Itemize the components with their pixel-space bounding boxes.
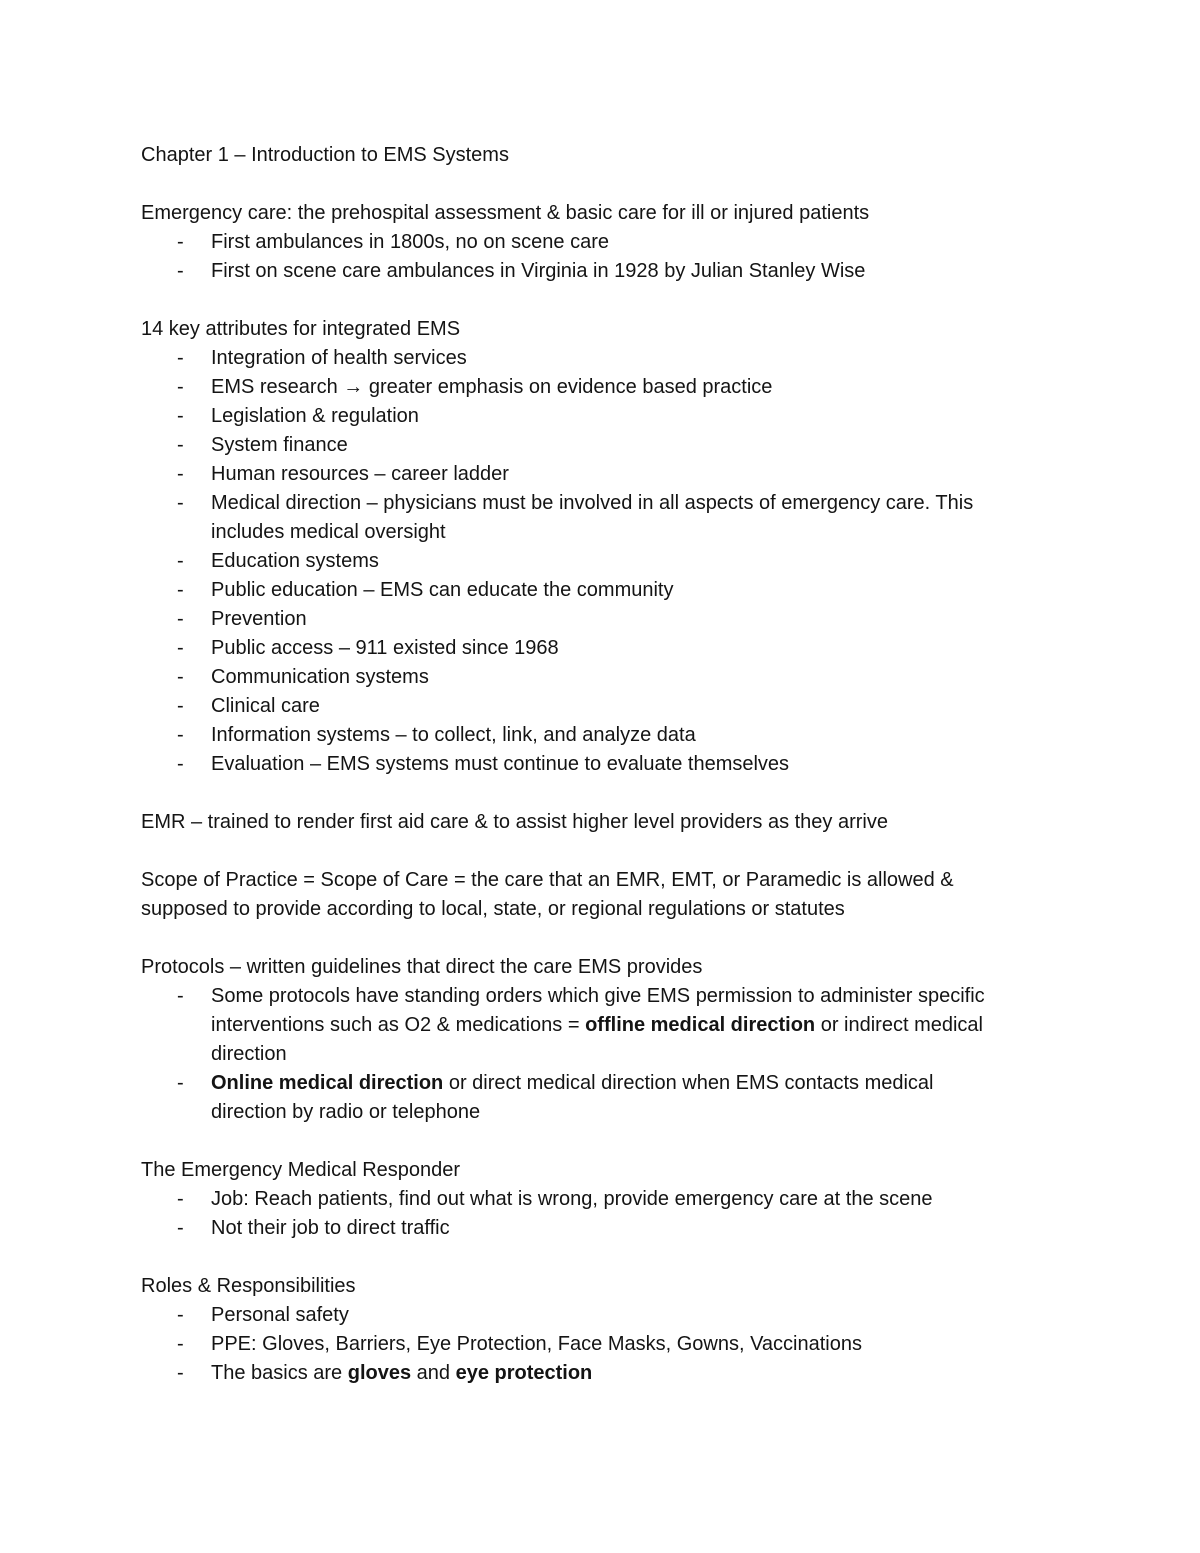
bullet-dash: - — [177, 260, 184, 282]
eye-protection-term: eye protection — [455, 1362, 593, 1384]
list-item: - Education systems — [141, 547, 1061, 576]
bullet-dash: - — [177, 637, 184, 659]
list-item: - Communication systems — [141, 663, 1061, 692]
list-item-continuation: direction by radio or telephone — [211, 1101, 481, 1123]
list-item-continuation: includes medical oversight — [211, 521, 446, 543]
document-page — [141, 141, 1061, 1388]
list-item: - Legislation & regulation — [141, 402, 1061, 431]
bullet-dash: - — [177, 347, 184, 369]
bullet-dash: - — [177, 695, 184, 717]
bullet-dash: - — [177, 492, 184, 514]
list-item: - Integration of health services — [141, 344, 1061, 373]
bullet-dash: - — [177, 753, 184, 775]
bullet-dash: - — [177, 1362, 184, 1384]
list-item: - Public education – EMS can educate the community — [141, 576, 1061, 605]
list-item: - System finance — [141, 431, 1061, 460]
bullet-dash: - — [177, 724, 184, 746]
bullet-dash: - — [177, 579, 184, 601]
offline-medical-direction-term: offline medical direction — [585, 1014, 816, 1036]
list-item: - Human resources – career ladder — [141, 460, 1061, 489]
emergency-care-heading: Emergency care: the prehospital assessment & basic care for ill or injured patients — [141, 202, 870, 224]
attributes-heading: 14 key attributes for integrated EMS — [141, 318, 461, 340]
list-item-continuation: interventions such as O2 & medications = offline medical direction or indirect medical — [211, 1014, 983, 1036]
bullet-dash: - — [177, 405, 184, 427]
list-item: - Some protocols have standing orders which give EMS permission to administer specific — [141, 982, 1061, 1011]
list-item: - Job: Reach patients, find out what is wrong, provide emergency care at the scene — [141, 1185, 1061, 1214]
list-item-continuation: direction — [211, 1043, 287, 1065]
list-item: - Medical direction – physicians must be involved in all aspects of emergency care. This — [141, 489, 1061, 518]
roles-heading: Roles & Responsibilities — [141, 1275, 356, 1297]
list-item: - Evaluation – EMS systems must continue to evaluate themselves — [141, 750, 1061, 779]
bullet-dash: - — [177, 1217, 184, 1239]
list-item: - Online medical direction or direct medical direction when EMS contacts medical — [141, 1069, 1061, 1098]
bullet-dash: - — [177, 1072, 184, 1094]
bullet-dash: - — [177, 666, 184, 688]
bullet-dash: - — [177, 985, 184, 1007]
chapter-title: Chapter 1 – Introduction to EMS Systems — [141, 144, 509, 166]
list-item: - Public access – 911 existed since 1968 — [141, 634, 1061, 663]
list-item: - First ambulances in 1800s, no on scene care — [141, 228, 1061, 257]
list-item: - PPE: Gloves, Barriers, Eye Protection, Face Masks, Gowns, Vaccinations — [141, 1330, 1061, 1359]
bullet-dash: - — [177, 1304, 184, 1326]
protocols-heading: Protocols – written guidelines that direct the care EMS provides — [141, 956, 703, 978]
list-item: - The basics are gloves and eye protection — [141, 1359, 1061, 1388]
scope-definition-line-2: supposed to provide according to local, state, or regional regulations or statutes — [141, 898, 845, 920]
scope-definition-line-1: Scope of Practice = Scope of Care = the care that an EMR, EMT, or Paramedic is allowed & — [141, 869, 954, 891]
bullet-dash: - — [177, 434, 184, 456]
online-medical-direction-term: Online medical direction — [211, 1072, 444, 1094]
list-item: - Personal safety — [141, 1301, 1061, 1330]
gloves-term: gloves — [347, 1362, 412, 1384]
bullet-dash: - — [177, 1333, 184, 1355]
bullet-dash: - — [177, 1188, 184, 1210]
list-item: - Prevention — [141, 605, 1061, 634]
bullet-dash: - — [177, 463, 184, 485]
bullet-dash: - — [177, 376, 184, 398]
bullet-dash: - — [177, 231, 184, 253]
emr-definition: EMR – trained to render first aid care & to assist higher level providers as they arrive — [141, 811, 888, 833]
list-item: - Not their job to direct traffic — [141, 1214, 1061, 1243]
responder-heading: The Emergency Medical Responder — [141, 1159, 461, 1181]
bullet-dash: - — [177, 608, 184, 630]
list-item: - Information systems – to collect, link, and analyze data — [141, 721, 1061, 750]
list-item: - Clinical care — [141, 692, 1061, 721]
list-item: - First on scene care ambulances in Virginia in 1928 by Julian Stanley Wise — [141, 257, 1061, 286]
bullet-dash: - — [177, 550, 184, 572]
arrow-right-icon: → — [343, 376, 364, 398]
list-item: - EMS research → greater emphasis on evidence based practice — [141, 373, 1061, 402]
